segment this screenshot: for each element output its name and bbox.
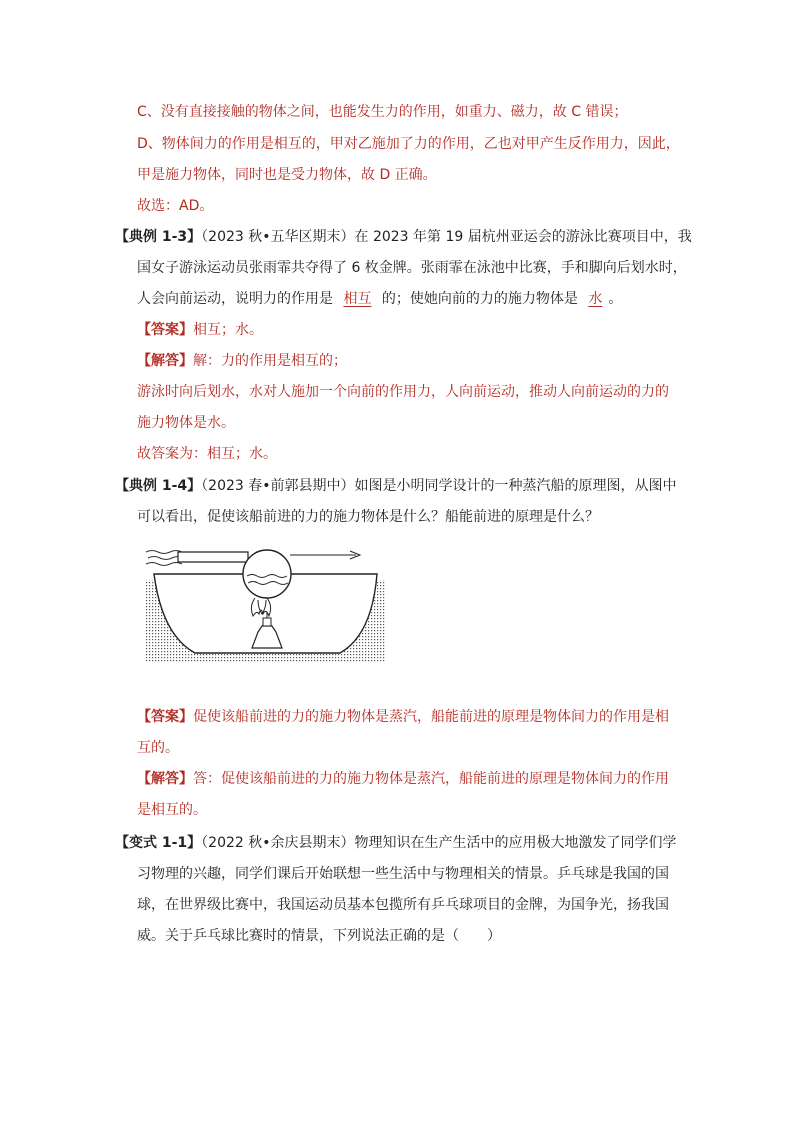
example-1-3-explain-line1 bbox=[137, 351, 347, 371]
fill-blank-2: 水 bbox=[588, 291, 603, 307]
question-text: 。 bbox=[608, 291, 623, 307]
answer-tag: 【答案】 bbox=[137, 709, 193, 725]
explain-text: 答：促使该船前进的力的施力物体是蒸汽，船能前进的原理是物体间力的作用 bbox=[193, 771, 669, 787]
option-d-explanation-line1: D、物体间力的作用是相互的，甲对乙施加了力的作用，乙也对甲产生反作用力，因此， bbox=[137, 136, 680, 152]
example-1-4-explain-line2: 是相互的。 bbox=[137, 802, 207, 818]
answer-text: 相互；水。 bbox=[193, 322, 263, 338]
example-1-4-answer-line1 bbox=[137, 707, 669, 727]
explain-text: 解：力的作用是相互的； bbox=[193, 353, 347, 369]
example-1-3-line2: 国女子游泳运动员张雨霏共夺得了 6 枚金牌。张雨霏在泳池中比赛，手和脚向后划水时， bbox=[137, 260, 687, 276]
example-1-4-line1 bbox=[115, 476, 677, 496]
boiler bbox=[243, 550, 291, 598]
variant-tag: 【变式 1-1】 bbox=[115, 835, 202, 851]
example-1-4-line2: 可以看出，促使该船前进的力的施力物体是什么？船能前进的原理是什么？ bbox=[137, 509, 599, 525]
answer-tag: 【答案】 bbox=[137, 322, 193, 338]
variant-1-1-line2: 习物理的兴趣，同学们课后开始联想一些生活中与物理相关的情景。乒乓球是我国的国 bbox=[137, 866, 669, 882]
example-1-3-answer bbox=[137, 320, 263, 340]
example-1-3-final: 故答案为：相互；水。 bbox=[137, 446, 277, 462]
question-text: （2023 春•前郭县期中）如图是小明同学设计的一种蒸汽船的原理图，从图中 bbox=[201, 478, 677, 494]
question-text: （2023 秋•五华区期末）在 2023 年第 19 届杭州亚运会的游泳比赛项目中，我 bbox=[201, 229, 692, 245]
option-d-explanation-line2: 甲是施力物体，同时也是受力物体，故 D 正确。 bbox=[137, 167, 437, 183]
fill-blank-1: 相互 bbox=[343, 291, 372, 307]
example-1-4-answer-line2: 互的。 bbox=[137, 740, 179, 756]
answer-choice: 故选：AD。 bbox=[137, 198, 214, 214]
example-1-4-explain-line1 bbox=[137, 769, 669, 789]
variant-1-1-line1 bbox=[115, 833, 677, 853]
example-tag: 【典例 1-3】 bbox=[115, 229, 202, 245]
example-1-3-line3 bbox=[137, 289, 622, 309]
example-1-3-line1 bbox=[115, 227, 692, 247]
explain-tag: 【解答】 bbox=[137, 353, 193, 369]
example-1-3-explain-line2: 游泳时向后划水，水对人施加一个向前的作用力，人向前运动，推动人向前运动的力的 bbox=[137, 384, 669, 400]
answer-text: 促使该船前进的力的施力物体是蒸汽，船能前进的原理是物体间力的作用是相 bbox=[193, 709, 669, 725]
variant-1-1-line4: 威。关于乒乓球比赛时的情景，下列说法正确的是（ ） bbox=[137, 928, 501, 944]
question-text: 人会向前运动，说明力的作用是 bbox=[137, 291, 333, 307]
explain-tag: 【解答】 bbox=[137, 771, 193, 787]
option-c-explanation: C、没有直接接触的物体之间，也能发生力的作用，如重力、磁力，故 C 错误； bbox=[137, 104, 628, 120]
question-text: （2022 秋•余庆县期末）物理知识在生产生活中的应用极大地激发了同学们学 bbox=[201, 835, 677, 851]
nozzle-pipe bbox=[178, 552, 248, 562]
example-tag: 【典例 1-4】 bbox=[115, 478, 202, 494]
example-1-3-explain-line3: 施力物体是水。 bbox=[137, 415, 235, 431]
question-text: 的；使她向前的力的施力物体是 bbox=[381, 291, 578, 307]
steamboat-diagram bbox=[140, 540, 390, 665]
variant-1-1-line3: 球，在世界级比赛中，我国运动员基本包揽所有乒乓球项目的金牌，为国争光，扬我国 bbox=[137, 897, 669, 913]
